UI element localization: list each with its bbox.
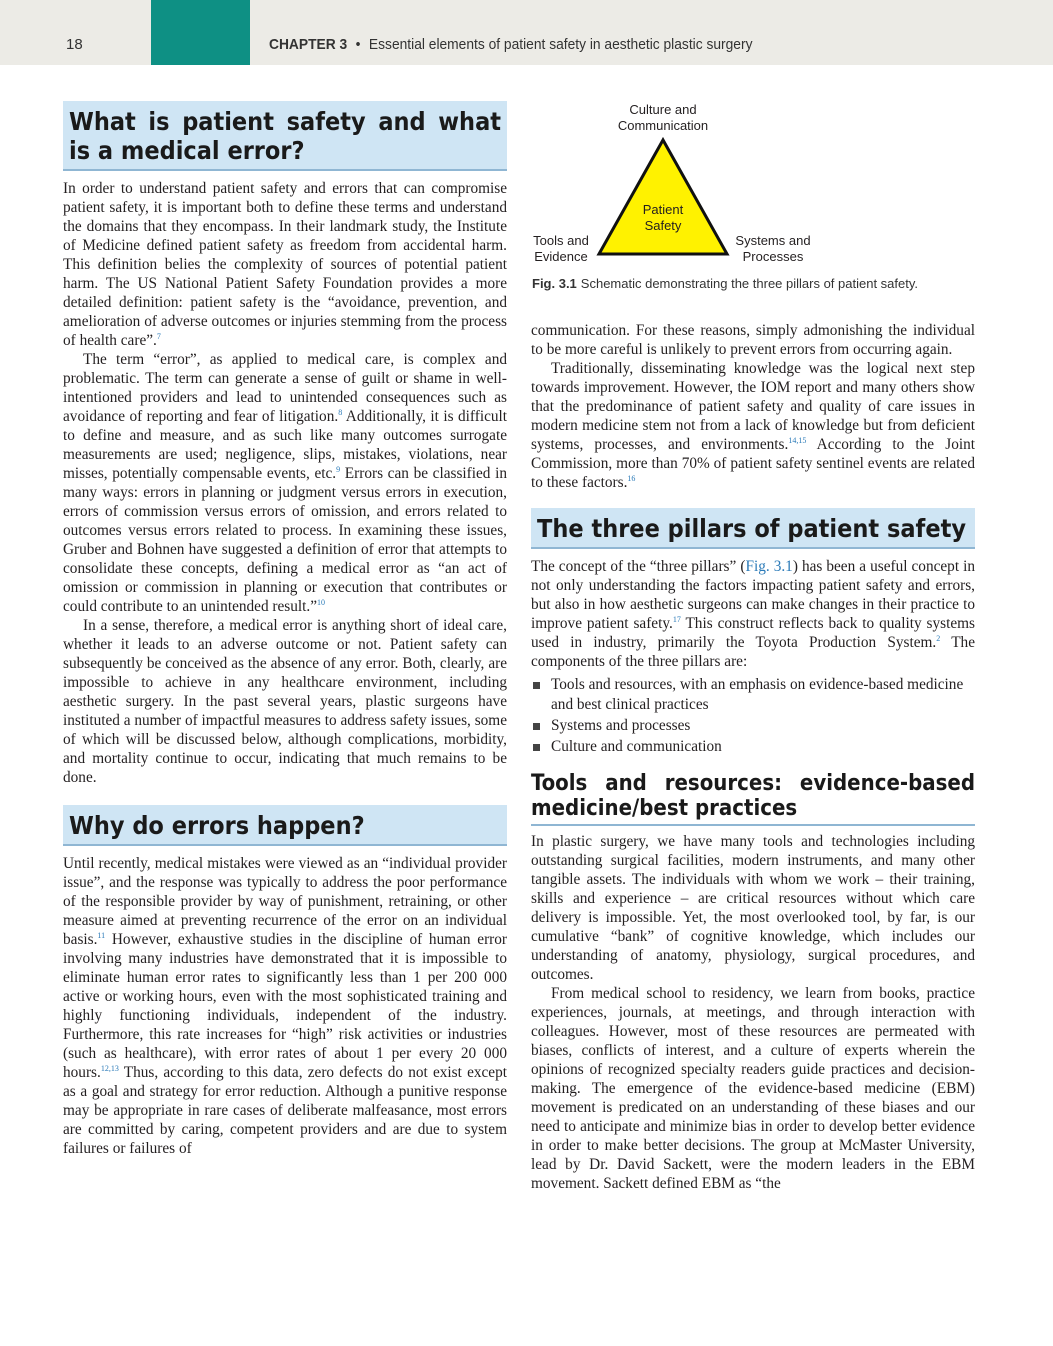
figure-three-pillars (530, 98, 975, 298)
heading-patient-safety: What is patient safety and what is a medical error? (63, 101, 507, 171)
left-column (63, 101, 507, 1158)
heading-three-pillars: The three pillars of patient safety (531, 508, 975, 549)
paragraph: communication. For these reasons, simply admonishing the individual to be more careful is unlikely to prevent errors from occurring again. (531, 322, 975, 358)
heading-tools-resources: Tools and resources: evidence-based medicine/best practices (531, 771, 975, 826)
paragraph: The concept of the “three pillars” (Fig. 3.1) has been a useful concept in not only understanding the factors impacting patient safety and errors, but also in how aesthetic surgeons can make changes in their practice to improve patient safety.$^{17}$ This construct reflects back to quality systems used in industry, primarily the Toyota Production System.$^2$ The components of the three pillars are: (531, 558, 975, 670)
running-header (0, 0, 1053, 65)
citation[interactable]: 14,15 (788, 435, 807, 445)
citation[interactable]: 9 (336, 464, 341, 474)
running-head-title (269, 36, 752, 53)
paragraph: In a sense, therefore, a medical error is anything short of ideal care, whether it leads to an adverse outcome or not. Patient safety can subsequently be conceived as the absence of any error. Both, clearly, are impossible to achieve in any healthcare environment, including aesthetic surgery. In the past several years, plastic surgeons have instituted a number of impactful measures to address safety issues, some of which will be discussed below, although complications, morbidity, and mortality continue to occur, indicating that much remains to be done. (63, 617, 507, 786)
paragraph: Until recently, medical mistakes were viewed as an “individual provider issue”, and the response was typically to address the poor performance of the responsible provider by way of punishment, retraining, or other measure aimed at preventing recurrence of the error on an individual basis.$^{11}$ However, exhaustive studies in the discipline of human error involving many industries have demonstrated that it is impossible to eliminate human error rates to significantly less than 1 per 200 000 active or working hours, even with the most sophisticated training and highly functioning individuals, independent of the industry. Furthermore, this rate increases for “high” risk activities or industries (such as healthcare), with error rates of about 1 per every 20 000 hours.$^{12,13}$ Thus, according to this data, zero defects do not exist except as a goal and strategy for error reduction. Although a punitive response may be appropriate in rare cases of deliberate malfeasance, most errors are committed by caring, competent providers and are due to system failures or failures of (63, 855, 507, 1157)
citation[interactable]: 17 (672, 614, 681, 624)
safety-triangle (599, 140, 727, 254)
list-item: Tools and resources, with an emphasis on evidence-based medicine and best clinical practices (531, 675, 975, 715)
page-number: 18 (66, 36, 83, 53)
chapter-color-tab (151, 0, 250, 65)
citation[interactable]: 7 (156, 331, 161, 341)
citation[interactable]: 11 (97, 930, 106, 940)
list-item: Culture and communication (531, 737, 975, 757)
citation[interactable]: 2 (936, 633, 941, 643)
header-bullet: • (355, 36, 361, 53)
citation[interactable]: 10 (317, 597, 326, 607)
pillars-list (531, 675, 975, 757)
list-item: Systems and processes (531, 716, 975, 736)
figure-link[interactable]: Fig. 3.1 (745, 558, 793, 575)
citation[interactable]: 12,13 (100, 1063, 119, 1073)
citation[interactable]: 8 (338, 407, 343, 417)
label-systems-2: Processes (742, 249, 804, 264)
label-culture-2: Communication (617, 118, 709, 133)
chapter-label: CHAPTER 3 (269, 36, 348, 53)
paragraph: Traditionally, disseminating knowledge was the logical next step towards improvement. However, the IOM report and many others show that the predominance of patient safety and quality of care issues in modern medicine stem not from a lack of knowledge but from deficient systems, processes, and environments.$^{14,15}$ According to the Joint Commission, more than 70% of patient safety sentinel events are related to these factors.$^{16}$ (531, 360, 975, 491)
figure-caption (532, 276, 918, 291)
label-safety: Safety (644, 218, 682, 233)
paragraph: From medical school to residency, we learn from books, practice experiences, journals, at meetings, and through interaction with colleagues. However, most of these resources are permeated with biases, conflicts of interest, and a culture of experts wherein the opinions of recognized specialty readers guide practices and decision-making. The emergence of the evidence-based medicine (EBM) movement is predicated on an understanding of these biases and our need to anticipate and minimize bias in order to develop better evidence in order to make better decisions. The group at McMaster University, lead by Dr. David Sackett, were the modern leaders in the EBM movement. Sackett defined EBM as “the (531, 985, 975, 1192)
caption-text: Schematic demonstrating the three pillars of patient safety. (580, 276, 919, 291)
label-patient: Patient (642, 202, 684, 217)
figure-number: Fig. 3.1 (532, 276, 577, 291)
paragraph: The term “error”, as applied to medical care, is complex and problematic. The term can generate a sense of guilt or shame in well-intentioned providers and lead to unintended consequences such as avoidance of reporting and fear of litigation.$^8$ Additionally, it is difficult to define and measure, and as such like many outcomes surrogate measurements are used; negligence, slips, mistakes, violations, near misses, potentially compensable events, etc.$^9$ Errors can be classified in many ways: errors in planning or judgment versus errors in execution, errors of commission versus errors of omission, and errors related to outcomes versus errors related to process. In examining these issues, Gruber and Bohnen have suggested a definition of error that attempts to consolidate these concepts, defining a medical error as “an act of omission or commission in planning or execution that contributes or could contribute to an unintended result.”$^{10}$ (63, 351, 508, 615)
heading-why-errors: Why do errors happen? (63, 805, 507, 846)
right-column (531, 321, 975, 1193)
paragraph: In order to understand patient safety and errors that can compromise patient safety, it is important both to define these terms and understand the domains that they encompass. In their landmark study, the Institute of Medicine defined patient safety as freedom from accidental harm. This definition belies the complexity of sources of potential patient harm. The US National Patient Safety Foundation provides a more detailed definition: patient safety is the “avoidance, prevention, and amelioration of adverse outcomes or injuries stemming from the process of health care”.$^7$ (63, 180, 507, 349)
label-tools-1: Tools and (533, 233, 589, 248)
pillars-diagram (530, 98, 975, 273)
chapter-title: Essential elements of patient safety in aesthetic plastic surgery (368, 36, 753, 53)
label-tools-2: Evidence (534, 249, 588, 264)
label-culture-1: Culture and (629, 102, 697, 117)
label-systems-1: Systems and (735, 233, 811, 248)
citation[interactable]: 16 (627, 473, 636, 483)
paragraph: In plastic surgery, we have many tools and technologies including outstanding surgical facilities, modern instruments, and many other tangible assets. The individuals with whom we work – their training, skills and experience – are critical resources without which care delivery is impossible. Yet, the most overlooked tool, by far, is our cumulative “bank” of cognitive knowledge, which includes our understanding of anatomy, physiology, surgical procedures, and outcomes. (531, 833, 975, 983)
